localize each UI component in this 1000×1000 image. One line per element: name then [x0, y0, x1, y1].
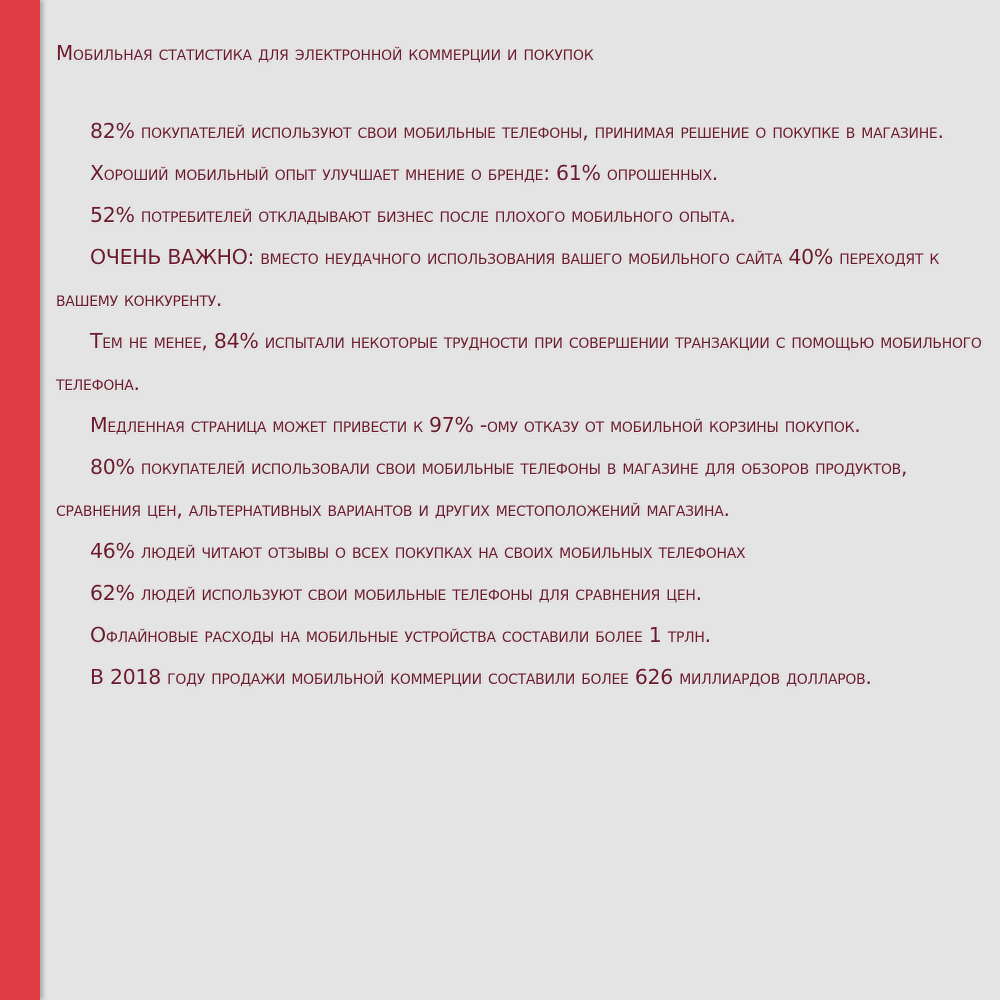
- document-body: [56, 38, 986, 698]
- stat-paragraph: ОЧЕНЬ ВАЖНО: вместо неудачного использования вашего мобильного сайта 40% переходят к вашему конкуренту.: [56, 245, 939, 311]
- stat-paragraph: 80% покупателей использовали свои мобильные телефоны в магазине для обзоров продуктов, сравнения цен, альтернативных вариантов и других местоположений магазина.: [56, 455, 908, 521]
- stat-paragraph: Офлайновые расходы на мобильные устройства составили более 1 трлн.: [90, 623, 711, 647]
- stat-paragraph: Тем не менее, 84% испытали некоторые трудности при совершении транзакции с помощью мобильного телефона.: [56, 329, 982, 395]
- stat-paragraph: 46% людей читают отзывы о всех покупках на своих мобильных телефонах: [90, 539, 746, 563]
- stat-paragraph: Медленная страница может привести к 97% -ому отказу от мобильной корзины покупок.: [90, 413, 861, 437]
- stat-paragraph: 62% людей используют свои мобильные телефоны для сравнения цен.: [90, 581, 702, 605]
- page-title: Мобильная статистика для электронной коммерции и покупок: [56, 41, 594, 65]
- stat-paragraph: Хороший мобильный опыт улучшает мнение о бренде: 61% опрошенных.: [90, 161, 718, 185]
- accent-bar: [0, 0, 40, 1000]
- stat-paragraph: 82% покупателей используют свои мобильные телефоны, принимая решение о покупке в магазине.: [90, 119, 944, 143]
- stat-paragraph: 52% потребителей откладывают бизнес после плохого мобильного опыта.: [90, 203, 736, 227]
- stat-paragraph: В 2018 году продажи мобильной коммерции составили более 626 миллиардов долларов.: [90, 665, 872, 689]
